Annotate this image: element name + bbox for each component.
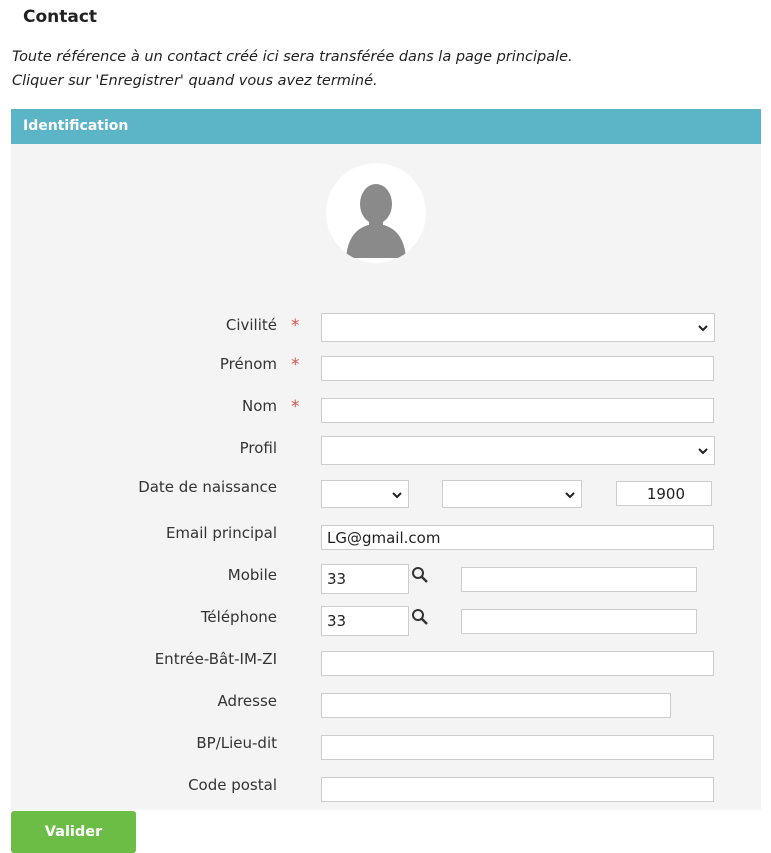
naissance-label: Date de naissance	[138, 478, 277, 496]
mobile-label: Mobile	[227, 566, 277, 584]
entree-input[interactable]	[321, 651, 714, 676]
prenom-required-mark: *	[291, 355, 300, 375]
birth-month-select[interactable]	[442, 480, 582, 508]
profil-label: Profil	[239, 439, 277, 457]
panel-header	[11, 109, 761, 144]
intro-line-1: Toute référence à un contact créé ici sera transférée dans la page principale.	[12, 49, 573, 65]
profil-select[interactable]	[321, 436, 715, 465]
birth-year-input[interactable]: 1900	[616, 481, 712, 506]
search-icon[interactable]	[411, 608, 429, 626]
civilite-label: Civilité	[225, 316, 277, 334]
bp-input[interactable]	[321, 735, 714, 760]
user-silhouette-icon	[326, 163, 426, 263]
panel-title: Identification	[23, 118, 129, 134]
chevron-down-icon	[392, 491, 402, 499]
mobile-number-input[interactable]	[461, 567, 697, 592]
telephone-number-input[interactable]	[461, 609, 697, 634]
prenom-label: Prénom	[219, 355, 277, 373]
mobile-prefix-input[interactable]: 33	[321, 564, 409, 594]
validate-button[interactable]: Valider	[11, 811, 136, 853]
civilite-required-mark: *	[291, 316, 300, 336]
prenom-input[interactable]	[321, 356, 714, 381]
nom-required-mark: *	[291, 397, 300, 417]
adresse-input[interactable]	[321, 693, 671, 718]
chevron-down-icon	[565, 491, 575, 499]
search-icon[interactable]	[411, 566, 429, 584]
nom-input[interactable]	[321, 398, 714, 423]
intro-text	[12, 45, 573, 93]
civilite-select[interactable]	[321, 313, 715, 342]
entree-label: Entrée-Bât-IM-ZI	[154, 650, 277, 668]
nom-label: Nom	[241, 397, 277, 415]
bp-label: BP/Lieu-dit	[196, 734, 277, 752]
email-input[interactable]: LG@gmail.com	[321, 525, 714, 550]
chevron-down-icon	[698, 324, 708, 332]
email-label: Email principal	[165, 524, 277, 542]
code-postal-input[interactable]	[321, 777, 714, 802]
avatar[interactable]	[326, 163, 426, 263]
telephone-prefix-input[interactable]: 33	[321, 606, 409, 636]
intro-line-2: Cliquer sur 'Enregistrer' quand vous avez terminé.	[12, 73, 378, 89]
birth-day-select[interactable]	[321, 480, 409, 508]
chevron-down-icon	[698, 447, 708, 455]
telephone-label: Téléphone	[200, 608, 277, 626]
adresse-label: Adresse	[217, 692, 277, 710]
code-postal-label: Code postal	[188, 776, 277, 794]
page-title: Contact	[23, 7, 98, 27]
